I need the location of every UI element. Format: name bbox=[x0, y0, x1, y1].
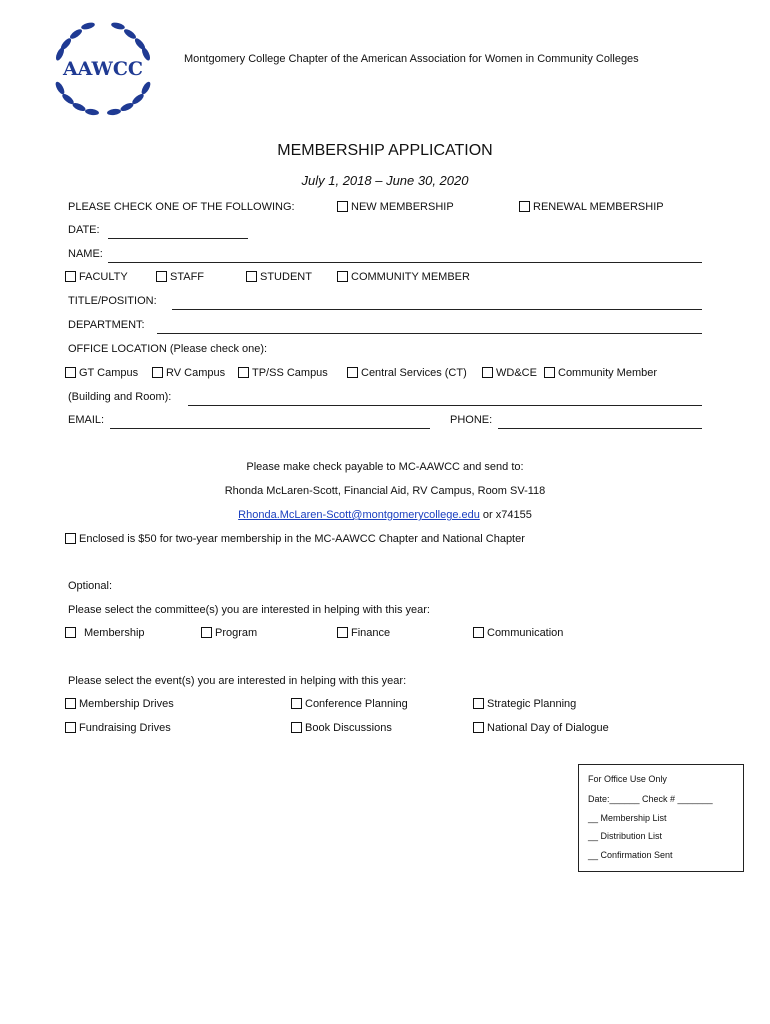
office-use-distribution-list: __ Distribution List bbox=[588, 831, 663, 841]
event-membership-drives-label: Membership Drives bbox=[79, 698, 174, 710]
name-label: NAME: bbox=[68, 248, 103, 260]
location-community-label: Community Member bbox=[558, 367, 658, 379]
title-position-field[interactable] bbox=[172, 297, 702, 310]
event-national-day-label: National Day of Dialogue bbox=[487, 722, 609, 734]
community-member-label: COMMUNITY MEMBER bbox=[351, 271, 470, 283]
building-room-label: (Building and Room): bbox=[68, 391, 172, 403]
central-services-checkbox[interactable] bbox=[347, 367, 358, 378]
wdce-label: WD&CE bbox=[496, 367, 537, 379]
rv-campus-checkbox[interactable] bbox=[152, 367, 163, 378]
office-use-membership-list: __ Membership List bbox=[588, 813, 667, 823]
email-label: EMAIL: bbox=[68, 414, 105, 426]
event-national-day-checkbox[interactable] bbox=[473, 722, 484, 733]
event-strategic-planning-checkbox[interactable] bbox=[473, 698, 484, 709]
committee-program-label: Program bbox=[215, 627, 258, 639]
office-use-box bbox=[578, 764, 744, 872]
event-conference-planning-checkbox[interactable] bbox=[291, 698, 302, 709]
membership-dates: July 1, 2018 – June 30, 2020 bbox=[301, 173, 469, 188]
office-use-confirmation-sent: __ Confirmation Sent bbox=[588, 850, 673, 860]
check-prompt: PLEASE CHECK ONE OF THE FOLLOWING: bbox=[68, 201, 295, 213]
department-field[interactable] bbox=[157, 321, 702, 334]
committee-finance-label: Finance bbox=[351, 627, 391, 639]
renewal-membership-label: RENEWAL MEMBERSHIP bbox=[533, 201, 664, 213]
email-field[interactable] bbox=[110, 416, 430, 429]
committee-finance-checkbox[interactable] bbox=[337, 627, 348, 638]
community-member-checkbox[interactable] bbox=[337, 271, 348, 282]
committee-program-checkbox[interactable] bbox=[201, 627, 212, 638]
event-strategic-planning-label: Strategic Planning bbox=[487, 698, 577, 710]
event-membership-drives-option[interactable] bbox=[65, 698, 174, 710]
payment-contact bbox=[0, 509, 770, 521]
location-central-option[interactable] bbox=[347, 367, 467, 379]
staff-label: STAFF bbox=[170, 271, 205, 283]
gt-campus-checkbox[interactable] bbox=[65, 367, 76, 378]
renewal-membership-option[interactable] bbox=[519, 201, 664, 213]
committee-communication-option[interactable] bbox=[473, 627, 563, 639]
enclosed-checkbox[interactable] bbox=[65, 533, 76, 544]
event-book-discussions-checkbox[interactable] bbox=[291, 722, 302, 733]
renewal-membership-checkbox[interactable] bbox=[519, 201, 530, 212]
location-community-checkbox[interactable] bbox=[544, 367, 555, 378]
event-book-discussions-option[interactable] bbox=[291, 722, 392, 734]
event-book-discussions-label: Book Discussions bbox=[305, 722, 392, 734]
location-rv-option[interactable] bbox=[152, 367, 225, 379]
committee-program-option[interactable] bbox=[201, 627, 257, 639]
event-national-day-option[interactable] bbox=[473, 722, 609, 734]
committee-membership-option[interactable] bbox=[65, 627, 145, 639]
tpss-campus-checkbox[interactable] bbox=[238, 367, 249, 378]
department-label: DEPARTMENT: bbox=[68, 319, 145, 331]
event-prompt: Please select the event(s) you are interested in helping with this year: bbox=[68, 675, 407, 687]
header-org-text: Montgomery College Chapter of the American Association for Women in Community Colleges bbox=[184, 53, 639, 65]
role-staff-option[interactable] bbox=[156, 271, 204, 283]
title-position-label: TITLE/POSITION: bbox=[68, 295, 157, 307]
committee-prompt: Please select the committee(s) you are interested in helping with this year: bbox=[68, 604, 430, 616]
svg-text:AAWCC: AAWCC bbox=[62, 58, 144, 80]
location-tpss-option[interactable] bbox=[238, 367, 328, 379]
date-field[interactable] bbox=[108, 226, 248, 239]
phone-label: PHONE: bbox=[450, 414, 493, 426]
new-membership-option[interactable] bbox=[337, 201, 454, 213]
event-fundraising-option[interactable] bbox=[65, 722, 171, 734]
committee-membership-checkbox[interactable] bbox=[65, 627, 76, 638]
event-conference-planning-label: Conference Planning bbox=[305, 698, 408, 710]
office-use-date-check: Date:______ Check # _______ bbox=[588, 794, 713, 804]
optional-label: Optional: bbox=[68, 580, 113, 592]
role-student-option[interactable] bbox=[246, 271, 312, 283]
wdce-checkbox[interactable] bbox=[482, 367, 493, 378]
role-faculty-option[interactable] bbox=[65, 271, 128, 283]
new-membership-checkbox[interactable] bbox=[337, 201, 348, 212]
office-location-label: OFFICE LOCATION (Please check one): bbox=[68, 343, 268, 355]
event-fundraising-label: Fundraising Drives bbox=[79, 722, 171, 734]
aawcc-logo bbox=[48, 14, 158, 120]
location-wdce-option[interactable] bbox=[482, 367, 537, 379]
committee-finance-option[interactable] bbox=[337, 627, 390, 639]
gt-campus-label: GT Campus bbox=[79, 367, 139, 379]
student-checkbox[interactable] bbox=[246, 271, 257, 282]
date-label: DATE: bbox=[68, 224, 100, 236]
office-use-title: For Office Use Only bbox=[588, 774, 667, 784]
location-community-option[interactable] bbox=[544, 367, 657, 379]
contact-extension: or x74155 bbox=[479, 509, 532, 521]
committee-membership-label: Membership bbox=[84, 627, 145, 639]
event-strategic-planning-option[interactable] bbox=[473, 698, 576, 710]
student-label: STUDENT bbox=[260, 271, 312, 283]
role-community-option[interactable] bbox=[337, 271, 470, 283]
rv-campus-label: RV Campus bbox=[166, 367, 226, 379]
phone-field[interactable] bbox=[498, 416, 702, 429]
event-fundraising-checkbox[interactable] bbox=[65, 722, 76, 733]
faculty-label: FACULTY bbox=[79, 271, 128, 283]
enclosed-option[interactable] bbox=[65, 533, 525, 545]
page-title: MEMBERSHIP APPLICATION bbox=[277, 142, 493, 159]
name-field[interactable] bbox=[108, 250, 702, 263]
committee-communication-label: Communication bbox=[487, 627, 564, 639]
building-room-field[interactable] bbox=[188, 393, 702, 406]
event-membership-drives-checkbox[interactable] bbox=[65, 698, 76, 709]
contact-email-link[interactable]: Rhonda.McLaren-Scott@montgomerycollege.edu bbox=[238, 509, 480, 521]
enclosed-label: Enclosed is $50 for two-year membership in the MC-AAWCC Chapter and National Chapter bbox=[79, 533, 525, 545]
payment-address: Rhonda McLaren-Scott, Financial Aid, RV Campus, Room SV-118 bbox=[224, 485, 546, 497]
new-membership-label: NEW MEMBERSHIP bbox=[351, 201, 454, 213]
faculty-checkbox[interactable] bbox=[65, 271, 76, 282]
central-services-label: Central Services (CT) bbox=[361, 367, 467, 379]
event-conference-planning-option[interactable] bbox=[291, 698, 408, 710]
staff-checkbox[interactable] bbox=[156, 271, 167, 282]
committee-communication-checkbox[interactable] bbox=[473, 627, 484, 638]
location-gt-option[interactable] bbox=[65, 367, 138, 379]
tpss-campus-label: TP/SS Campus bbox=[252, 367, 328, 379]
payment-instructions: Please make check payable to MC-AAWCC and send to: bbox=[246, 461, 524, 473]
